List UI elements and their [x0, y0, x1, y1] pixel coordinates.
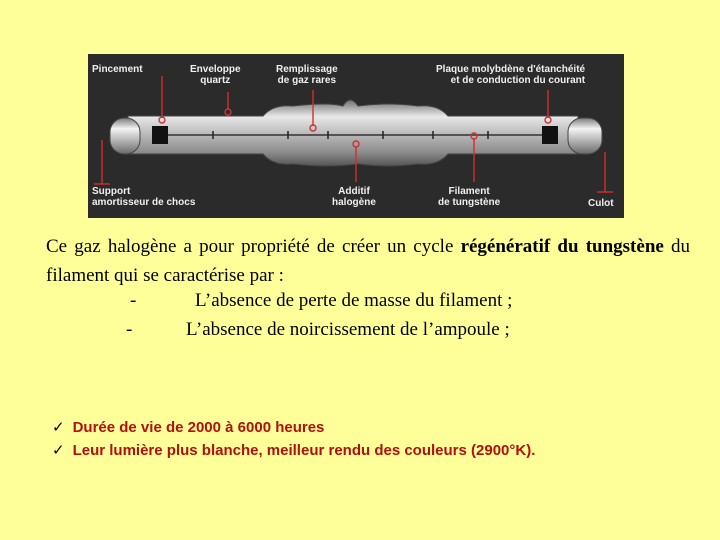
list-dash: - — [130, 290, 137, 311]
right-cap — [568, 118, 602, 154]
list-item-text: L’absence de noircissement de l’ampoule ; — [186, 319, 510, 340]
list-item-text: L’absence de perte de masse du filament ; — [195, 290, 513, 311]
check-list — [52, 416, 535, 462]
label-additif: Additif halogène — [332, 186, 376, 208]
paragraph-part1: Ce gaz halogène a pour propriété de créer un cycle — [46, 236, 461, 257]
check-item-text: Durée de vie de 2000 à 6000 heures — [72, 419, 325, 436]
label-plaque-molybdene: Plaque molybdène d'étanchéité et de conduction du courant — [436, 64, 586, 86]
label-remplissage: Remplissage de gaz rares — [276, 64, 338, 86]
left-cap — [110, 118, 140, 154]
halogen-lamp-diagram — [88, 54, 624, 218]
check-item-text: Leur lumière plus blanche, meilleur rendu des couleurs (2900°K). — [72, 442, 536, 459]
check-item — [52, 439, 535, 462]
label-pincement: Pincement — [92, 64, 143, 75]
paragraph-bold: régénératif du tungstène — [460, 236, 664, 257]
check-item — [52, 416, 535, 439]
label-support: Support amortisseur de chocs — [92, 186, 196, 208]
right-pinch — [542, 126, 558, 144]
paragraph-part2: du filament qui se caractérise par : — [46, 236, 690, 286]
quartz-envelope — [128, 100, 578, 166]
list-dash: - — [126, 319, 133, 340]
label-enveloppe-quartz: Enveloppe quartz — [190, 64, 241, 86]
label-filament: Filament de tungstène — [438, 186, 501, 208]
check-icon: ✓ — [52, 442, 65, 459]
left-pinch — [152, 126, 168, 144]
description-paragraph — [46, 232, 690, 290]
label-culot: Culot — [588, 198, 614, 209]
check-icon: ✓ — [52, 419, 65, 436]
